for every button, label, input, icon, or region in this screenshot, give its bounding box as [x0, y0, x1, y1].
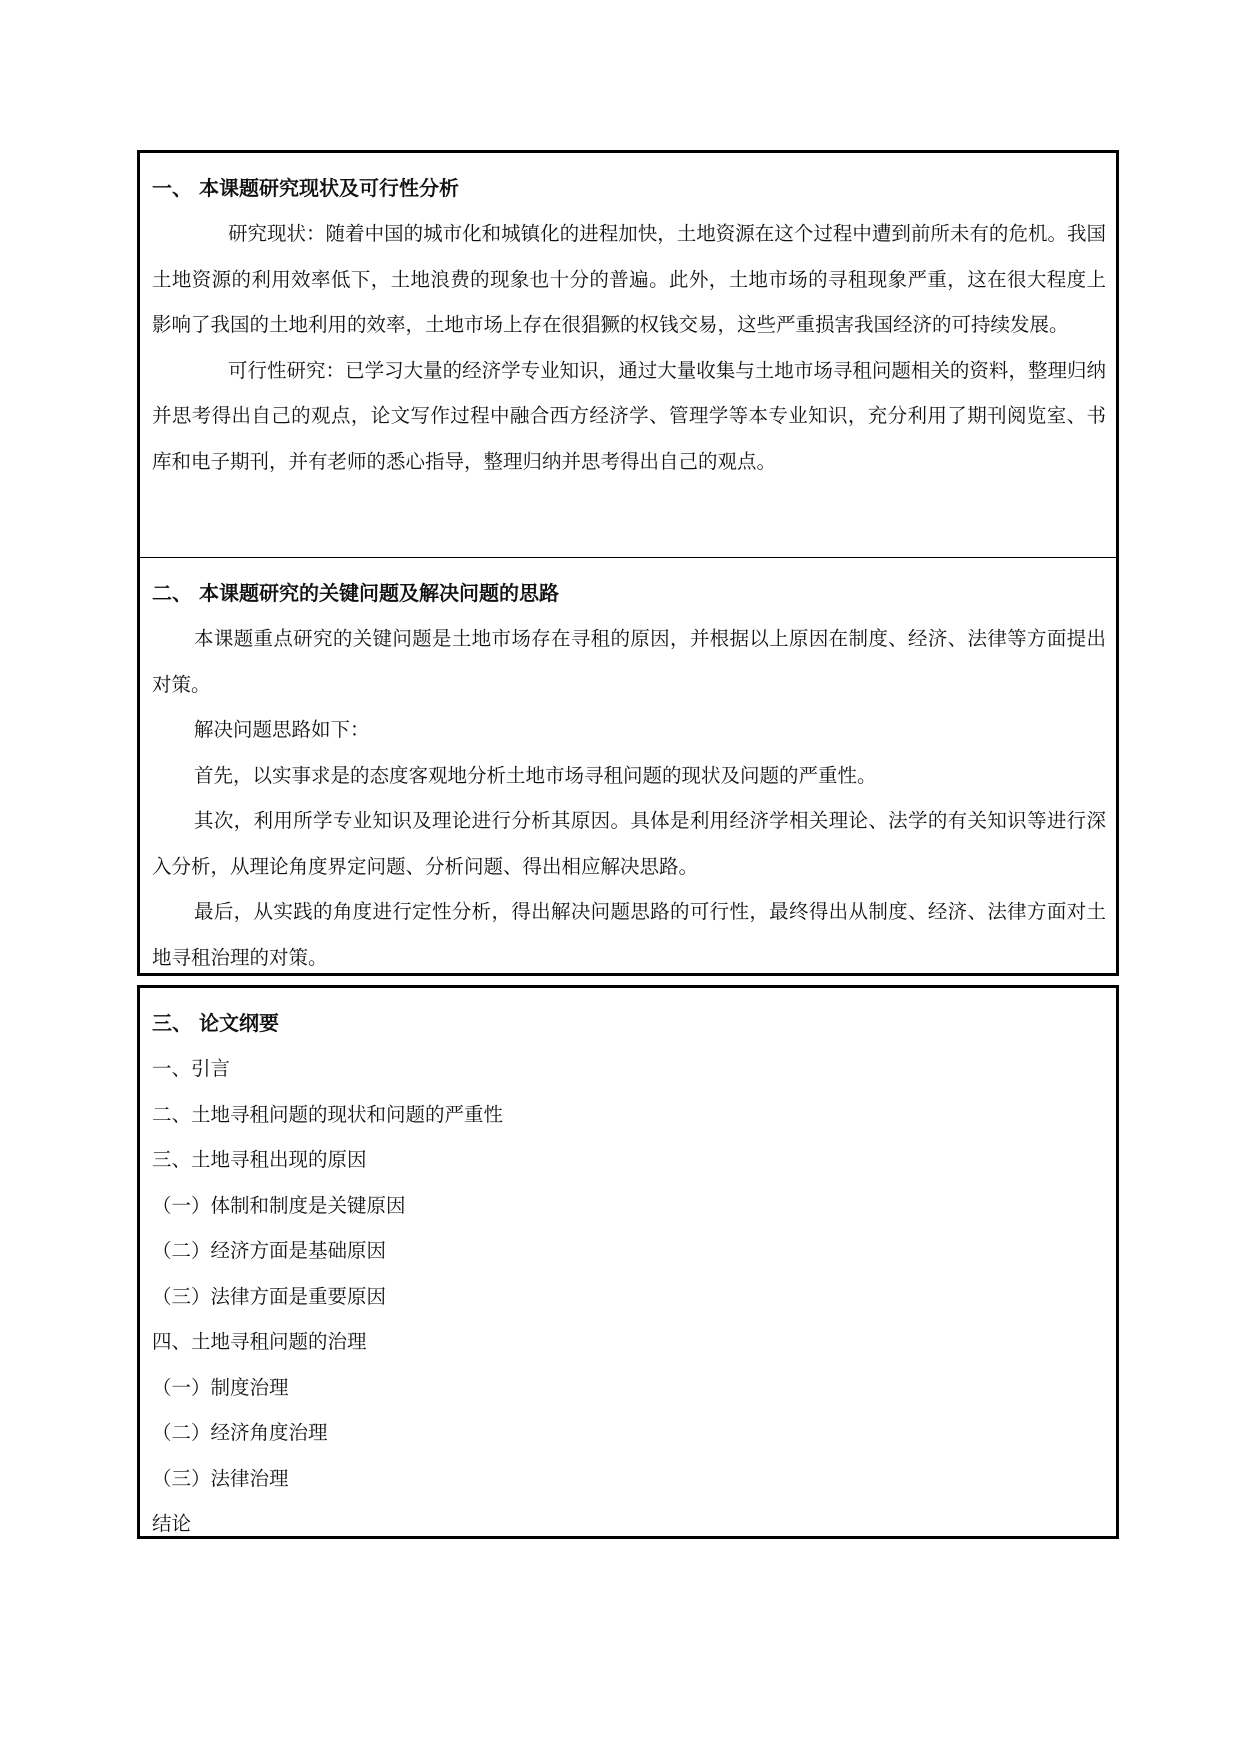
- outline-item: （二）经济角度治理: [152, 1421, 328, 1444]
- outline-item: （三）法律方面是重要原因: [152, 1284, 387, 1308]
- section-title: 二、 本课题研究的关键问题及解决问题的思路: [152, 581, 559, 605]
- outline-item: （三）法律治理: [152, 1466, 289, 1490]
- section-research-status: [140, 153, 1116, 556]
- paragraph-first: 首先，以实事求是的态度客观地分析土地市场寻租问题的现状及问题的严重性。: [194, 763, 877, 787]
- form-table-upper: [137, 150, 1119, 976]
- outline-item: （一）制度治理: [152, 1375, 289, 1399]
- paragraph-feasibility: 可行性研究：已学习大量的经济学专业知识，通过大量收集与土地市场寻租问题相关的资料，整理归纳并思考得出自己的观点，论文写作过程中融合西方经济学、管理学等本专业知识，充分利用了期刊阅览室、书库和电子期刊，并有老师的悉心指导，整理归纳并思考得出自己的观点。: [152, 358, 1106, 473]
- outline-item: 二、土地寻租问题的现状和问题的严重性: [152, 1102, 504, 1126]
- outline-item: 三、土地寻租出现的原因: [152, 1148, 367, 1171]
- section-outline: [140, 988, 1116, 1536]
- outline-item: （二）经济方面是基础原因: [152, 1239, 387, 1262]
- section-key-problems: [140, 557, 1116, 976]
- section-title: 三、 论文纲要: [152, 1011, 279, 1035]
- outline-item: （一）体制和制度是关键原因: [152, 1193, 406, 1217]
- paragraph-approach-intro: 解决问题思路如下：: [194, 718, 370, 741]
- outline-item: 四、土地寻租问题的治理: [152, 1330, 367, 1353]
- outline-item: 一、引言: [152, 1057, 231, 1080]
- form-table-lower: [137, 985, 1119, 1539]
- section-title: 一、 本课题研究现状及可行性分析: [152, 176, 459, 200]
- paragraph-research-status: 研究现状：随着中国的城市化和城镇化的进程加快，土地资源在这个过程中遭到前所未有的危机。我国土地资源的利用效率低下，土地浪费的现象也十分的普遍。此外，土地市场的寻租现象严重，这在很大程度上影响了我国的土地利用的效率，土地市场上存在很猖獗的权钱交易，这些严重损害我国经济的可持续发展。: [152, 222, 1106, 336]
- paragraph-second: 其次，利用所学专业知识及理论进行分析其原因。具体是利用经济学相关理论、法学的有关知识等进行深入分析，从理论角度界定问题、分析问题、得出相应解决思路。: [152, 809, 1106, 878]
- outline-item: 结论: [152, 1512, 192, 1535]
- paragraph-finally: 最后，从实践的角度进行定性分析，得出解决问题思路的可行性，最终得出从制度、经济、法律方面对土地寻租治理的对策。: [152, 900, 1106, 969]
- paragraph-key-problem: 本课题重点研究的关键问题是土地市场存在寻租的原因，并根据以上原因在制度、经济、法律等方面提出对策。: [152, 627, 1106, 696]
